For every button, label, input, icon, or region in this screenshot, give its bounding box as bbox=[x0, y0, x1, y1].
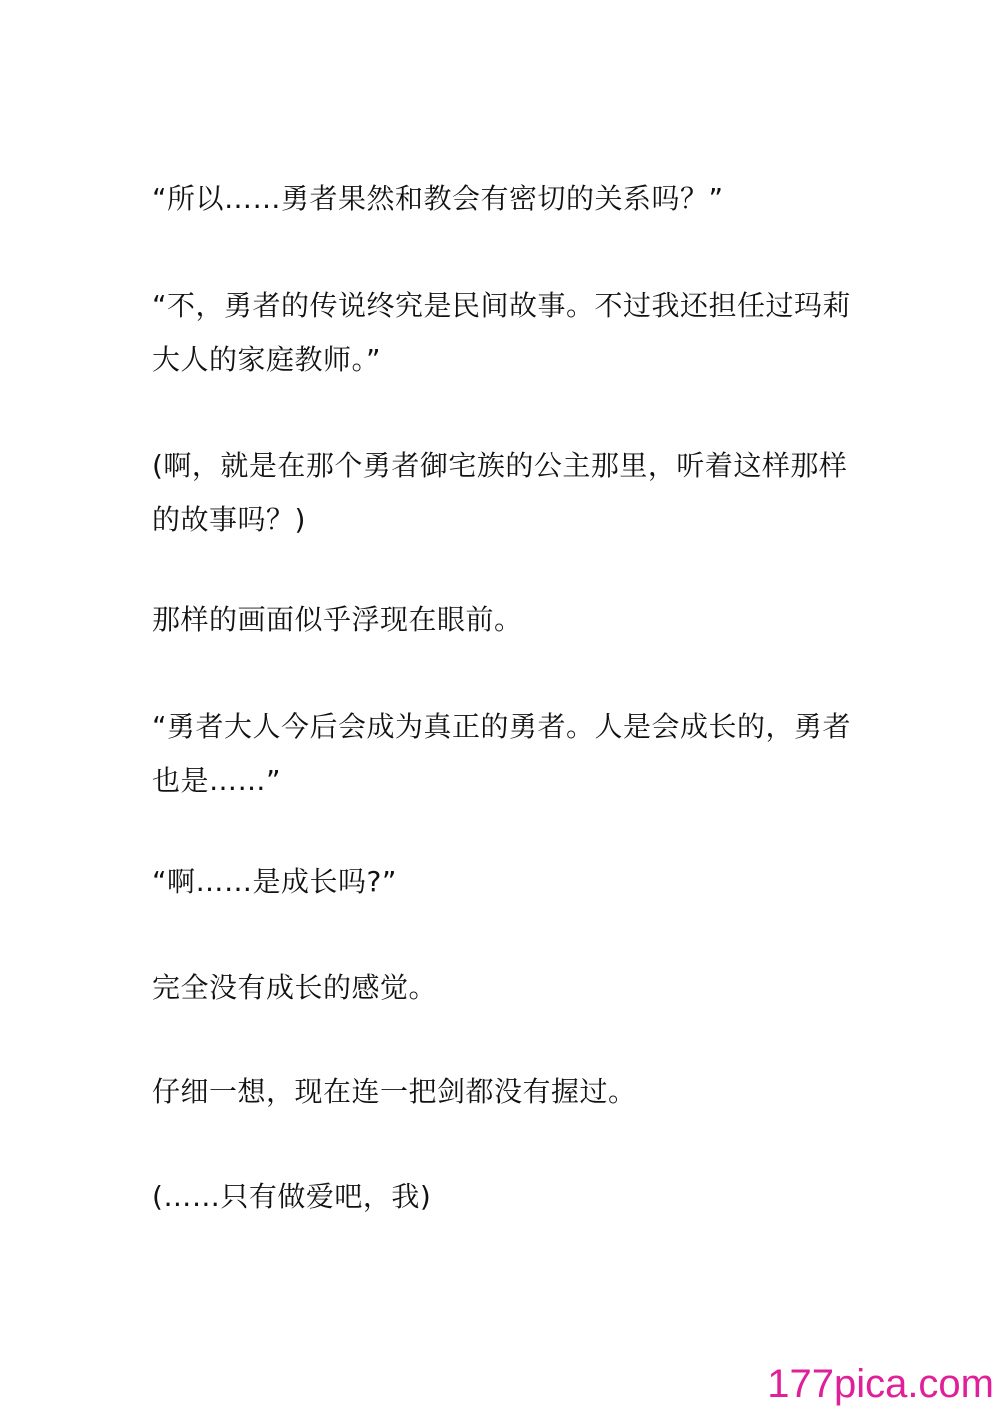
paragraph-4: 那样的画面似乎浮现在眼前。 bbox=[152, 603, 523, 636]
paragraph-7: 完全没有成长的感觉。 bbox=[152, 971, 438, 1004]
paragraph-8: 仔细一想，现在连一把剑都没有握过。 bbox=[152, 1075, 637, 1108]
paragraph-5: “勇者大人今后会成为真正的勇者。人是会成长的，勇者也是……” bbox=[152, 710, 852, 797]
watermark-text: 177pica.com bbox=[767, 1362, 994, 1406]
paragraph-9: (……只有做爱吧，我) bbox=[152, 1180, 432, 1213]
paragraph-6: “啊……是成长吗?” bbox=[152, 865, 397, 898]
paragraph-3: (啊，就是在那个勇者御宅族的公主那里，听着这样那样的故事吗？) bbox=[152, 449, 848, 536]
paragraph-2: “不，勇者的传说终究是民间故事。不过我还担任过玛莉大人的家庭教师。” bbox=[152, 289, 852, 376]
paragraph-1: “所以……勇者果然和教会有密切的关系吗？” bbox=[152, 182, 724, 215]
